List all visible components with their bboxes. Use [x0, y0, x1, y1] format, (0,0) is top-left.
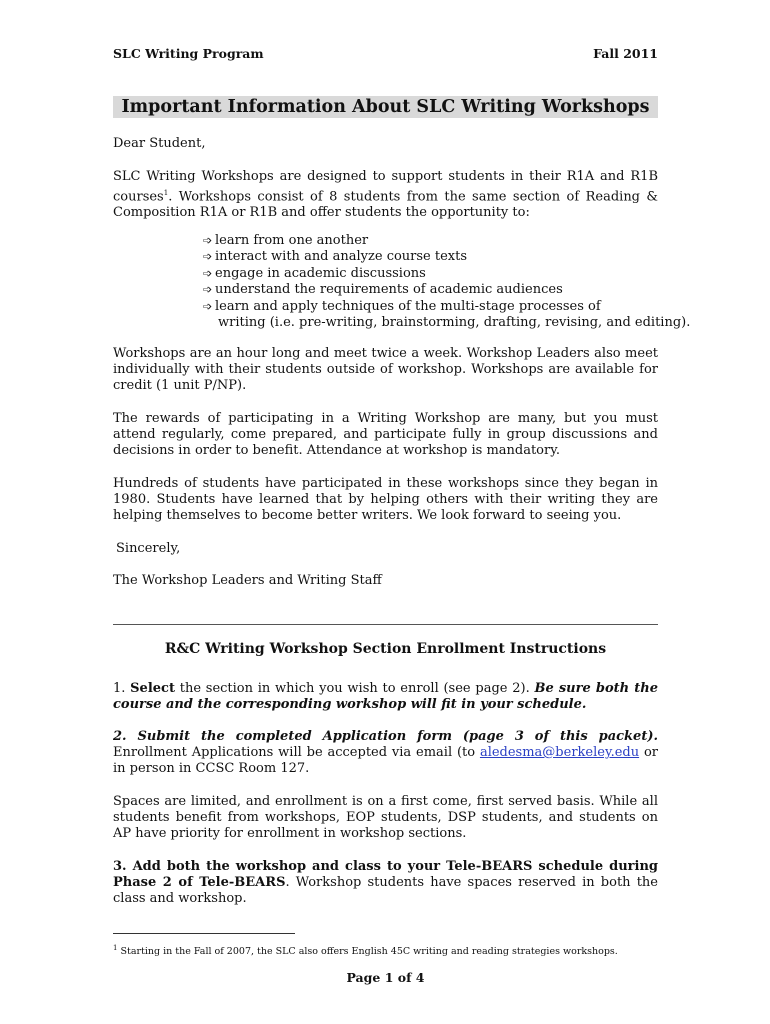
- intro-line2: . Workshops consist of 8 students from the same section of Reading & Composition R1A or R1B and offer students the opportunity to:: [113, 189, 658, 221]
- step2-paragraph: 2. Submit the completed Application form (page 3 of this packet). Enrollment Applications will be accepted via email (to aledesma@berkeley.edu or in person in CCSC Room 127.: [113, 729, 658, 776]
- footnote: [113, 944, 658, 957]
- arrow-bullet-icon: ➩: [203, 299, 213, 313]
- section-divider: [113, 624, 658, 625]
- document-page: [113, 0, 691, 1024]
- signature: The Workshop Leaders and Writing Staff: [113, 573, 382, 588]
- closing: Sincerely,: [116, 541, 181, 556]
- intro-line1: SLC Writing Workshops are designed to support students in their R1A and R1B courses: [113, 169, 658, 205]
- greeting: Dear Student,: [113, 136, 206, 151]
- rewards-paragraph: The rewards of participating in a Writing Workshop are many, but you must attend regularly, come prepared, and participate fully in group discussions and decisions in order to benefit. Attendance at workshop is mandatory.: [113, 411, 658, 458]
- opportunity-list: [203, 233, 691, 331]
- footnote-text: Starting in the Fall of 2007, the SLC also offers English 45C writing and reading strategies workshops.: [117, 946, 618, 958]
- list-item: ➩ interact with and analyze course texts: [203, 249, 468, 265]
- list-item: ➩ learn and apply techniques of the multi-stage processes of: [203, 298, 601, 314]
- arrow-bullet-icon: ➩: [203, 234, 213, 247]
- list-item: ➩ understand the requirements of academic audiences: [203, 282, 563, 298]
- step3-paragraph: 3. Add both the workshop and class to your Tele-BEARS schedule during Phase 2 of Tele-BEARS. Workshop students have spaces reserved in both the class and workshop.: [113, 859, 658, 906]
- list-item: ➩ engage in academic discussions: [203, 265, 426, 281]
- email-link[interactable]: aledesma@berkeley.edu: [479, 745, 640, 760]
- hours-paragraph: Workshops are an hour long and meet twice a week. Workshop Leaders also meet individually with their students outside of workshop. Workshops are available for credit (1 unit P/NP).: [113, 346, 658, 393]
- spaces-paragraph: Spaces are limited, and enrollment is on a first come, first served basis. While all students benefit from workshops, EOP students, DSP students, and students on AP have priority for enrollment in workshop sections.: [113, 794, 658, 841]
- enrollment-heading: R&C Writing Workshop Section Enrollment Instructions: [164, 641, 607, 657]
- step1-paragraph: 1. Select the section in which you wish to enroll (see page 2). Be sure both the course and the corresponding workshop will fit in your schedule.: [113, 681, 658, 712]
- arrow-bullet-icon: ➩: [203, 266, 213, 280]
- list-item: ➩ learn from one another: [203, 233, 369, 248]
- list-item-continuation: writing (i.e. pre-writing, brainstorming, drafting, revising, and editing).: [218, 315, 691, 331]
- program-name: SLC Writing Program: [113, 46, 264, 61]
- page-header: [113, 46, 658, 61]
- footnote-divider: [113, 933, 295, 934]
- arrow-bullet-icon: ➩: [203, 283, 213, 297]
- footnote-ref: 1: [163, 189, 169, 197]
- history-paragraph: Hundreds of students have participated in these workshops since they began in 1980. Students have learned that by helping others with their writing they are helping themselves to become better writers. We look forward to seeing you.: [113, 476, 658, 523]
- intro-paragraph: [113, 169, 658, 221]
- footnote-marker: 1: [113, 944, 118, 952]
- arrow-bullet-icon: ➩: [203, 250, 213, 264]
- document-title: Important Information About SLC Writing Workshops: [113, 96, 658, 118]
- page-number: Page 1 of 4: [346, 970, 425, 985]
- term-label: Fall 2011: [593, 46, 658, 61]
